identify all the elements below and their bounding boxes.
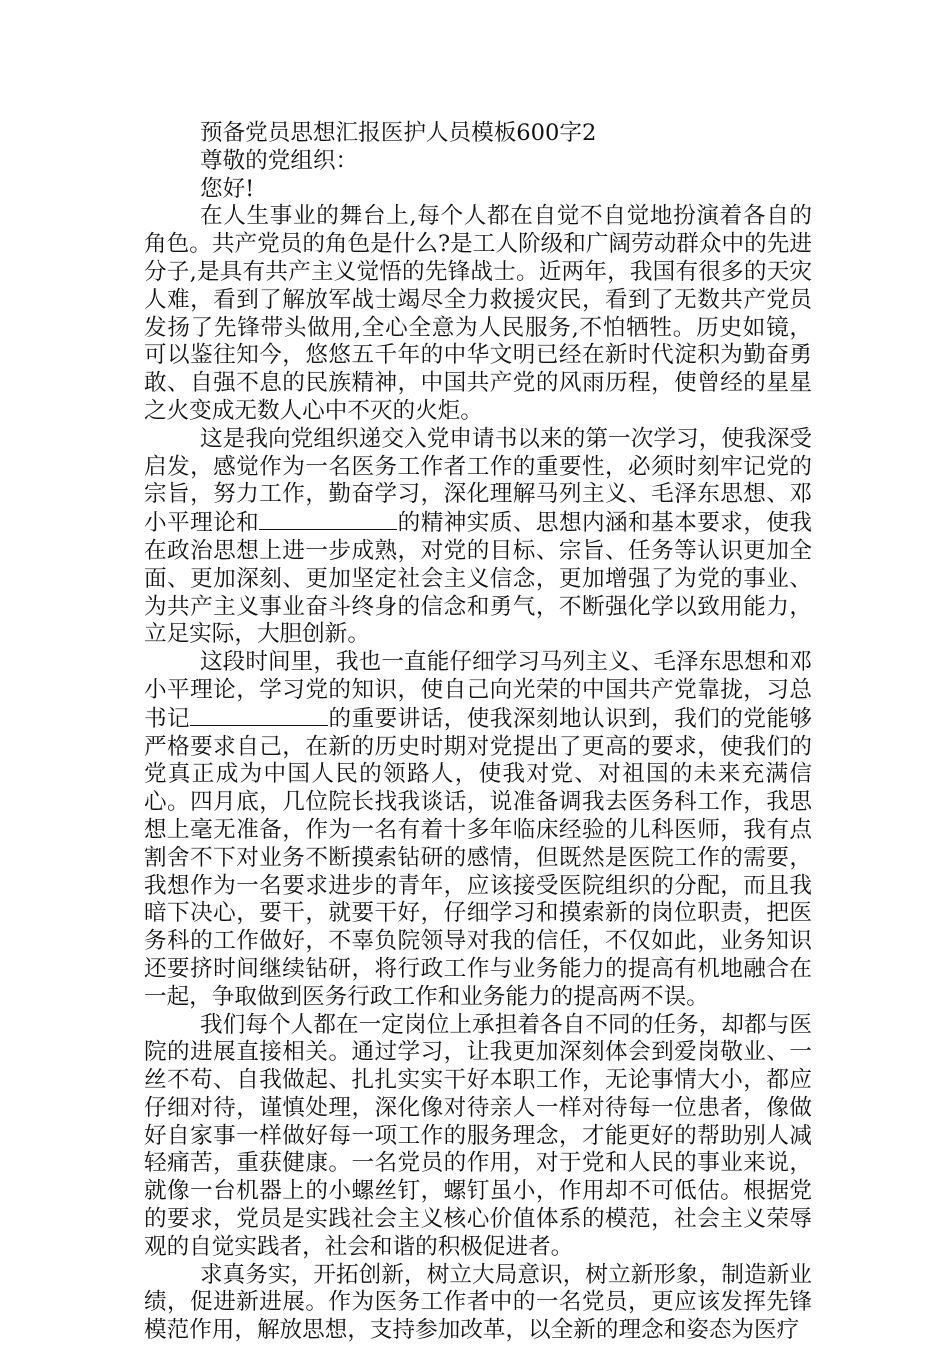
paragraph-2	[144, 426, 812, 649]
fill-in-blank	[259, 509, 397, 530]
paragraph-4: 我们每个人都在一定岗位上承担着各自不同的任务，却都与医院的进展直接相关。通过学习，让我更加深刻体会到爱岗敬业、一丝不苟、自我做起、扎扎实实干好本职工作，无论事情大小，都应仔细对待，谨慎处理，深化像对待亲人一样对待每一位患者，像做好自家事一样做好每一项工作的服务理念，才能更好的帮助别人减轻痛苦，重获健康。一名党员的作用，对于党和人民的事业来说，就像一台机器上的小螺丝钉，螺钉虽小，作用却不可低估。根据党的要求，党员是实践社会主义核心价值体系的模范，社会主义荣辱观的自觉实践者，社会和谐的积极促进者。	[144, 1011, 812, 1260]
paragraph-5: 求真务实，开拓创新，树立大局意识，树立新形象，制造新业绩，促进新进展。作为医务工作者中的一名党员，更应该发挥先锋模范作用，解放思想，支持参加改革，以全新的理念和姿态为医疗	[144, 1261, 812, 1344]
paragraph-2-part-b: 的精神实质、思想内涵和基本要求，使我在政治思想上进一步成熟，对党的目标、宗旨、任务等认识更加全面、更加深刻、更加坚定社会主义信念，更加增强了为党的事业、为共产主义事业奋斗终身的信念和勇气，不断强化学以致用能力，立足实际，大胆创新。	[144, 510, 813, 648]
document-title: 预备党员思想汇报医护人员模板600字2	[200, 120, 597, 146]
fill-in-blank	[190, 705, 328, 726]
paragraph-2-part-a: 这是我向党组织递交入党申请书以来的第一次学习，使我深受启发，感觉作为一名医务工作者工作的重要性，必须时刻牢记党的宗旨，努力工作，勤奋学习，深化理解马列主义、毛泽东思想、邓小平理论和	[144, 425, 812, 537]
paragraph-3-part-a: 这段时间里，我也一直能仔细学习马列主义、毛泽东思想和邓小平理论，学习党的知识，使自己向光荣的中国共产党靠拢，习总书记	[144, 649, 812, 732]
paragraph-1: 在人生事业的舞台上,每个人都在自觉不自觉地扮演着各自的角色。共产党员的角色是什么?是工人阶级和广阔劳动群众中的先进分子,是具有共产主义觉悟的先锋战士。近两年，我国有很多的天灾人难，看到了解放军战士竭尽全力救援灾民，看到了无数共产党员发扬了先锋带头做用,全心全意为人民服务,不怕牺牲。历史如镜，可以鉴往知今，悠悠五千年的中华文明已经在新时代淀积为勤奋勇敢、自强不息的民族精神，中国共产党的风雨历程，使曾经的星星之火变成无数人心中不灭的火炬。	[144, 203, 812, 424]
paragraph-3-part-b: 的重要讲话，使我深刻地认识到，我们的党能够严格要求自己，在新的历史时期对党提出了更高的要求，使我们的党真正成为中国人民的领路人，使我对党、对祖国的未来充满信心。四月底，几位院长找我谈话，说准备调我去医务科工作，我思想上毫无准备，作为一名有着十多年临床经验的儿科医师，我有点割舍不下对业务不断摸索钻研的感情，但既然是医院工作的需要，我想作为一名要求进步的青年，应该接受医院组织的分配，而且我暗下决心，要干，就要干好，仔细学习和摸索新的岗位职责，把医务科的工作做好，不辜负院领导对我的信任，不仅如此，业务知识还要挤时间继续钻研，将行政工作与业务能力的提高有机地融合在一起，争取做到医务行政工作和业务能力的提高两不误。	[144, 705, 813, 1010]
salutation: 尊敬的党组织：	[200, 147, 359, 174]
greeting: 您好!	[200, 175, 255, 202]
paragraph-3	[144, 649, 812, 1011]
document-body	[144, 120, 812, 1345]
